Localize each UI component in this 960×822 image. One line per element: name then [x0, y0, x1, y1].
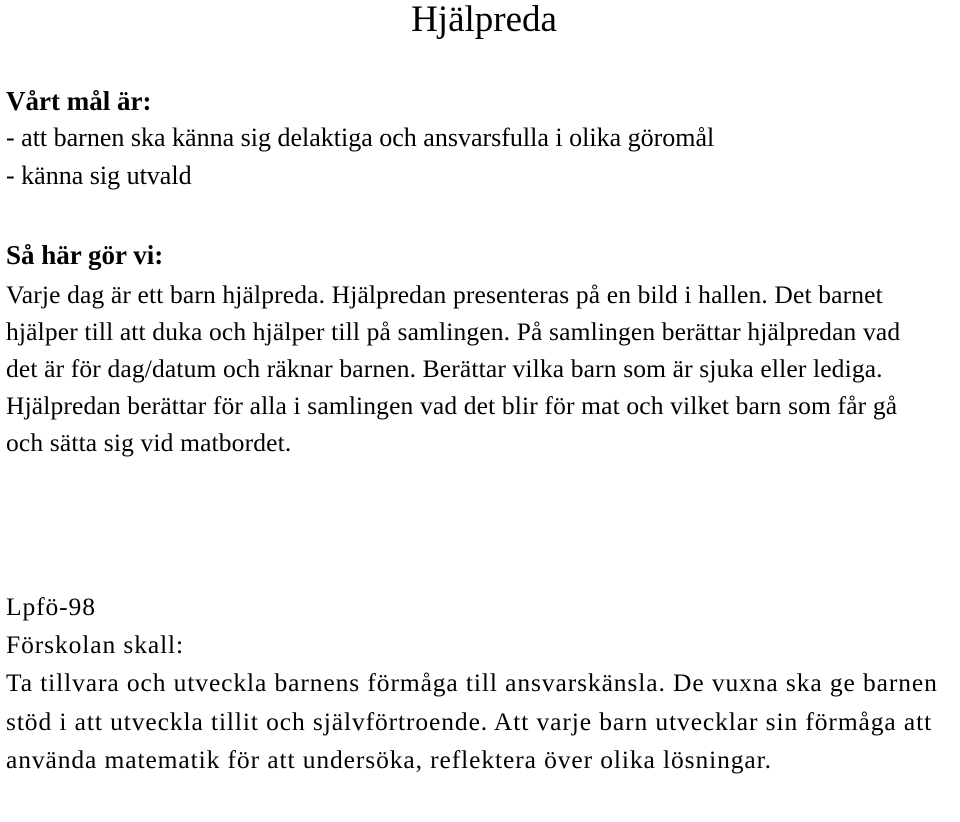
- curriculum-label: Förskolan skall:: [6, 630, 185, 659]
- method-heading: Så här gör vi:: [6, 240, 164, 270]
- curriculum-paragraph: Ta tillvara och utveckla barnens förmåga till ansvarskänsla. De vuxna ska ge barnen stöd i att utveckla tillit och självförtroende. Att varje barn utvecklar sin förmåga att använda matematik för att undersöka, reflektera över olika lösningar.: [6, 668, 938, 774]
- goal-heading: Vårt mål är:: [6, 86, 152, 116]
- document-title: Hjälpreda: [411, 0, 557, 40]
- curriculum-reference: Lpfö-98: [6, 592, 96, 621]
- method-paragraph: Varje dag är ett barn hjälpreda. Hjälpredan presenteras på en bild i hallen. Det barnet hjälper till att duka och hjälper till på samlingen. På samlingen berättar hjälpredan vad det är för dag/datum och räknar barnen. Berättar vilka barn som är sjuka eller lediga. Hjälpredan berättar för alla i samlingen vad det blir för mat och vilket barn som får gå och sätta sig vid matbordet.: [6, 280, 901, 457]
- goal-item-1: - att barnen ska känna sig delaktiga och ansvarsfulla i olika göromål: [6, 123, 715, 152]
- goal-item-2: - känna sig utvald: [6, 161, 192, 190]
